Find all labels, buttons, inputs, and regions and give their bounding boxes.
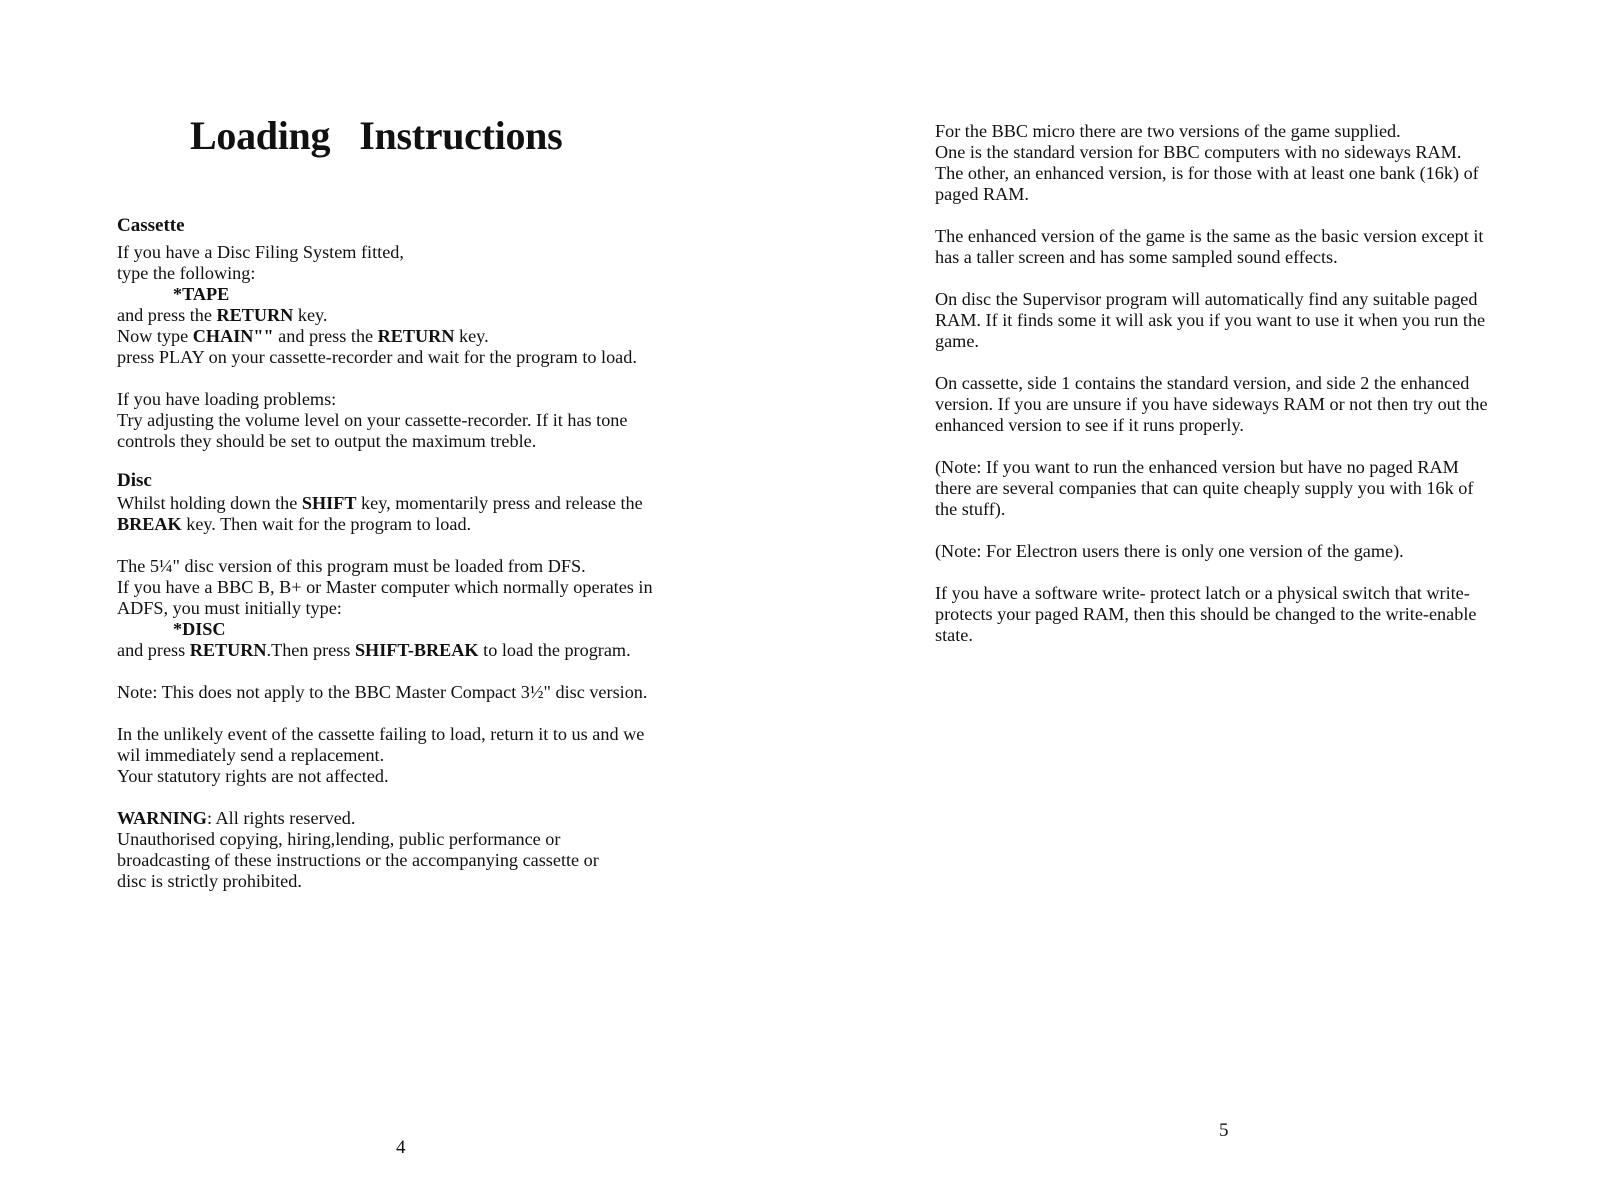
text: and press the — [273, 326, 378, 346]
disc-line-2 — [117, 514, 717, 535]
problems-line-3: controls they should be set to output the maximum treble. — [117, 431, 537, 451]
versions-line-3: The other, an enhanced version, is for those with at least one bank (16k) of — [935, 163, 1479, 183]
cassette-line-5 — [117, 326, 717, 347]
text: .Then press — [266, 640, 355, 660]
text: to load the program. — [478, 640, 631, 660]
cassette-line-1: If you have a Disc Filing System fitted, — [117, 242, 404, 262]
cassette-line-6: press PLAY on your cassette-recorder and wait for the program to load. — [117, 347, 637, 367]
versions-line-4: paged RAM. — [935, 184, 1029, 204]
disc-line-1 — [117, 493, 717, 514]
text: key. Then wait for the program to load. — [181, 514, 472, 534]
text: Now type — [117, 326, 193, 346]
cassette-sides-line-1: On cassette, side 1 contains the standard version, and side 2 the enhanced — [935, 373, 1470, 393]
replacement-line-1: In the unlikely event of the cassette failing to load, return it to us and we — [117, 724, 645, 744]
warning-label: WARNING — [117, 808, 207, 828]
supervisor-line-2: RAM. If it finds some it will ask you if you want to use it when you run the — [935, 310, 1486, 330]
right-page — [805, 0, 1610, 1200]
cassette-sides-line-3: enhanced version to see if it runs properly. — [935, 415, 1244, 435]
warning-line-1 — [117, 808, 717, 829]
break-key-label: BREAK — [117, 514, 182, 534]
return-key-label: RETURN — [189, 640, 267, 660]
compact-note: Note: This does not apply to the BBC Master Compact 3½" disc version. — [117, 682, 648, 702]
chain-command: CHAIN"" — [192, 326, 274, 346]
disc-line-5: ADFS, you must initially type: — [117, 598, 342, 618]
text: and press — [117, 640, 190, 660]
text: : All rights reserved. — [206, 808, 356, 828]
disc-line-7 — [117, 640, 717, 661]
disc-line-4: If you have a BBC B, B+ or Master computer which normally operates in — [117, 577, 653, 597]
problems-line-1: If you have loading problems: — [117, 389, 337, 409]
paged-ram-note-line-2: there are several companies that can quite cheaply supply you with 16k of — [935, 478, 1474, 498]
enhanced-line-1: The enhanced version of the game is the same as the basic version except it — [935, 226, 1484, 246]
versions-line-2: One is the standard version for BBC computers with no sideways RAM. — [935, 142, 1462, 162]
replacement-line-2: wil immediately send a replacement. — [117, 745, 385, 765]
write-protect-line-1: If you have a software write- protect latch or a physical switch that write- — [935, 583, 1470, 603]
tape-command: *TAPE — [173, 284, 230, 304]
text: key. — [293, 305, 328, 325]
enhanced-line-2: has a taller screen and has some sampled sound effects. — [935, 247, 1338, 267]
page-title: Loading Instructions — [190, 113, 563, 158]
disc-line-3: The 5¼" disc version of this program must be loaded from DFS. — [117, 556, 586, 576]
right-column — [935, 121, 1555, 646]
replacement-line-3: Your statutory rights are not affected. — [117, 766, 389, 786]
paged-ram-note-line-3: the stuff). — [935, 499, 1006, 519]
shift-key-label: SHIFT — [301, 493, 357, 513]
page-number-right: 5 — [1219, 1120, 1229, 1141]
cassette-line-2: type the following: — [117, 263, 256, 283]
text: key. — [454, 326, 489, 346]
write-protect-line-3: state. — [935, 625, 973, 645]
electron-note: (Note: For Electron users there is only one version of the game). — [935, 541, 1404, 561]
write-protect-line-2: protects your paged RAM, then this should be changed to the write-enable — [935, 604, 1477, 624]
text: and press the — [117, 305, 217, 325]
cassette-line-4 — [117, 305, 717, 326]
shift-break-label: SHIFT-BREAK — [354, 640, 479, 660]
warning-line-2: Unauthorised copying, hiring,lending, public performance or — [117, 829, 561, 849]
warning-line-4: disc is strictly prohibited. — [117, 871, 302, 891]
warning-line-3: broadcasting of these instructions or the accompanying cassette or — [117, 850, 599, 870]
supervisor-line-1: On disc the Supervisor program will automatically find any suitable paged — [935, 289, 1478, 309]
disc-heading: Disc — [117, 470, 152, 491]
page-number-left: 4 — [396, 1137, 406, 1158]
return-key-label: RETURN — [377, 326, 455, 346]
problems-line-2: Try adjusting the volume level on your cassette-recorder. If it has tone — [117, 410, 628, 430]
text: key, momentarily press and release the — [356, 493, 643, 513]
cassette-sides-line-2: version. If you are unsure if you have sideways RAM or not then try out the — [935, 394, 1488, 414]
supervisor-line-3: game. — [935, 331, 979, 351]
versions-line-1: For the BBC micro there are two versions of the game supplied. — [935, 121, 1401, 141]
cassette-heading: Cassette — [117, 215, 185, 236]
text: Whilst holding down the — [117, 493, 302, 513]
left-column — [117, 214, 717, 892]
paged-ram-note-line-1: (Note: If you want to run the enhanced version but have no paged RAM — [935, 457, 1459, 477]
return-key-label: RETURN — [216, 305, 294, 325]
disc-command: *DISC — [173, 619, 226, 639]
